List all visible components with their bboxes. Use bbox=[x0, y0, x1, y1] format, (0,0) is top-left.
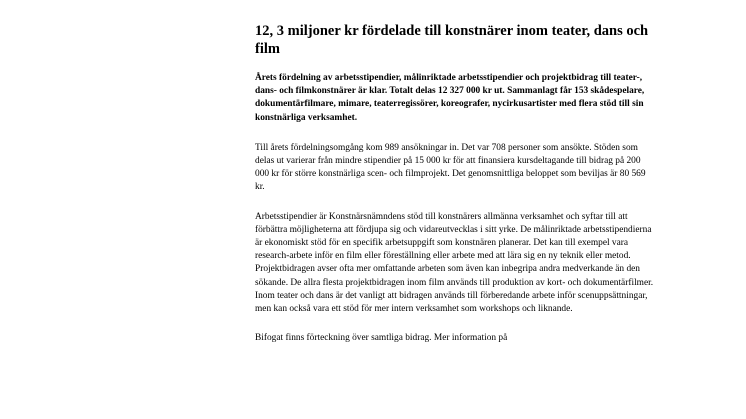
body-paragraph-more-info: Bifogat finns förteckning över samtliga bidrag. Mer information på bbox=[255, 333, 508, 344]
body-paragraph-applications: Till årets fördelningsomgång kom 989 ansökningar in. Det var 708 personer som ansökte. Stöden som delas ut varierar från mindre stipendier på 15 000 kr för att finansiera kursdeltagande till bidrag på 200 000 kr för större konstnärliga scen- och filmprojekt. Det genomsnittliga beloppet som beviljas är 80 569 kr. bbox=[255, 142, 646, 193]
body-paragraph-stipend-types: Arbetsstipendier är Konstnärsnämndens stöd till konstnärers allmänna verksamhet och syftar till att förbättra möjligheterna att fördjupa sig och vidareutvecklas i sitt yrke. De målinriktade arbetsstipendierna är ekonomiskt stöd för en specifik arbetsuppgift som konstnären planerar. Det kan till exempel vara research-arbete inför en film eller föreställning eller arbete med att lära sig en ny teknik eller metod. Projektbidragen avser ofta mer omfattande arbeten som även kan inbegripa andra medverkande än den sökande. De allra flesta projektbidragen inom film används till produktion av kort- och dokumentärfilmer. Inom teater och dans är det vanligt att bidragen används till förberedande arbete inför scenuppsättningar, men kan också vara ett stöd för mer intern verksamhet som workshops och liknande. bbox=[255, 211, 654, 315]
lead-paragraph: Årets fördelning av arbetsstipendier, målinriktade arbetsstipendier och projektbidrag till teater-, dans- och filmkonstnärer är klar. Totalt delas 12 327 000 kr ut. Sammanlagt får 153 skådespelare, dokumentärfilmare, mimare, teaterregissörer, koreografer, nycirkusartister med flera stöd till sin konstnärliga verksamhet. bbox=[255, 73, 645, 123]
page-title: 12, 3 miljoner kr fördelade till konstnärer inom teater, dans och film bbox=[255, 23, 649, 57]
press-release bbox=[255, 22, 655, 361]
